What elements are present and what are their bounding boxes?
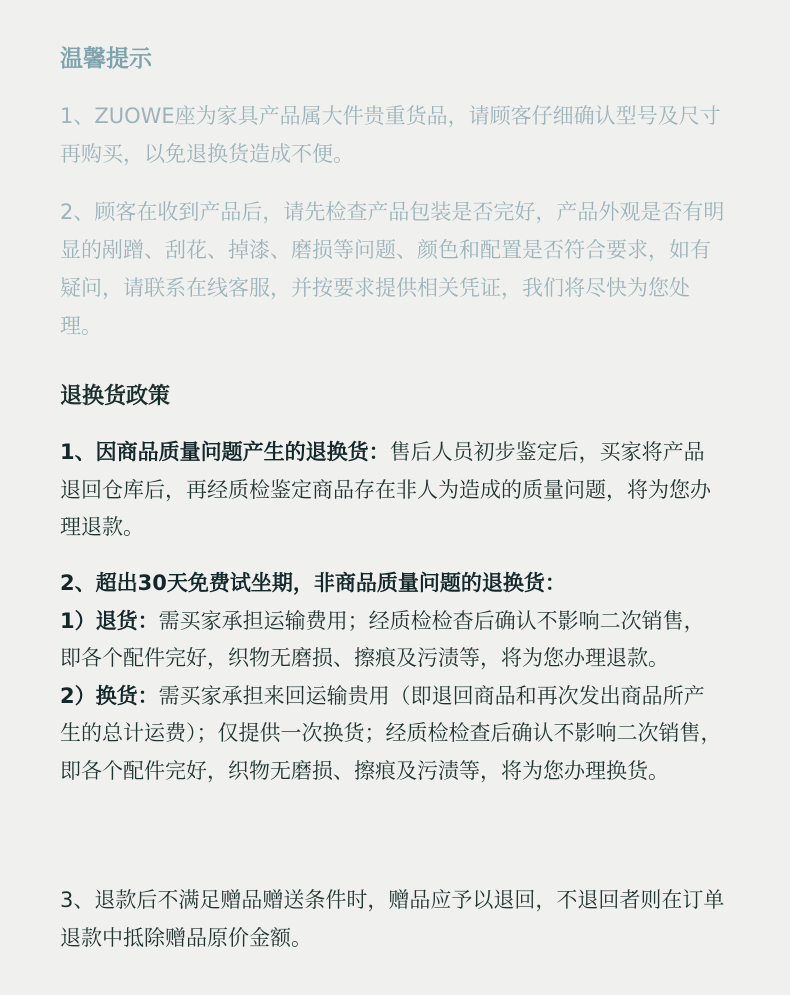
policy-section-1 bbox=[60, 434, 725, 547]
policy-title: 退换货政策 bbox=[60, 384, 171, 409]
policy-section-2 bbox=[60, 565, 725, 790]
return-label: 1）退货： bbox=[60, 608, 159, 633]
exchange-label: 2）换货： bbox=[60, 683, 159, 708]
policy-section-1-body: 售后人员初步鉴定后，买家将产品退回仓库后，再经质检鉴定商品存在非人为造成的质量问题，将为您办理退款。 bbox=[60, 440, 711, 539]
tip-item-2: 2、顾客在收到产品后，请先检查产品包装是否完好，产品外观是否有明显的剐蹭、刮花、掉漆、磨损等问题、颜色和配置是否符合要求，如有疑问，请联系在线客服，并按要求提供相关凭证，我们将尽快为您处理。 bbox=[60, 200, 725, 338]
policy-section-2-heading: 2、超出30天免费试坐期，非商品质量问题的退换货： bbox=[60, 571, 566, 595]
tips-title: 温馨提示 bbox=[60, 46, 152, 72]
return-body: 需买家承担运输费用；经质检检杳后确认不影响二次销售，即各个配件完好，织物无磨损、擦痕及污渍等，将为您办理退款。 bbox=[60, 608, 705, 670]
exchange-body: 需买家承担来回运输贵用（即退回商品和再次发出商品所产生的总计运费）；仅提供一次换货；经质检检查后确认不影响二次销售，即各个配件完好，织物无磨损、擦痕及污渍等，将为您办理换货。 bbox=[60, 683, 722, 783]
policy-section-1-heading: 1、因商品质量问题产生的退换货： bbox=[60, 440, 390, 464]
tip-item-1: 1、ZUOWE座为家具产品属大件贵重货品，请顾客仔细确认型号及尺寸再购买，以免退换货造成不便。 bbox=[60, 104, 721, 166]
policy-section-3: 3、退款后不满足赠品赠送条件时，赠品应予以退回，不退回者则在订单退款中抵除赠品原价金额。 bbox=[60, 888, 725, 950]
